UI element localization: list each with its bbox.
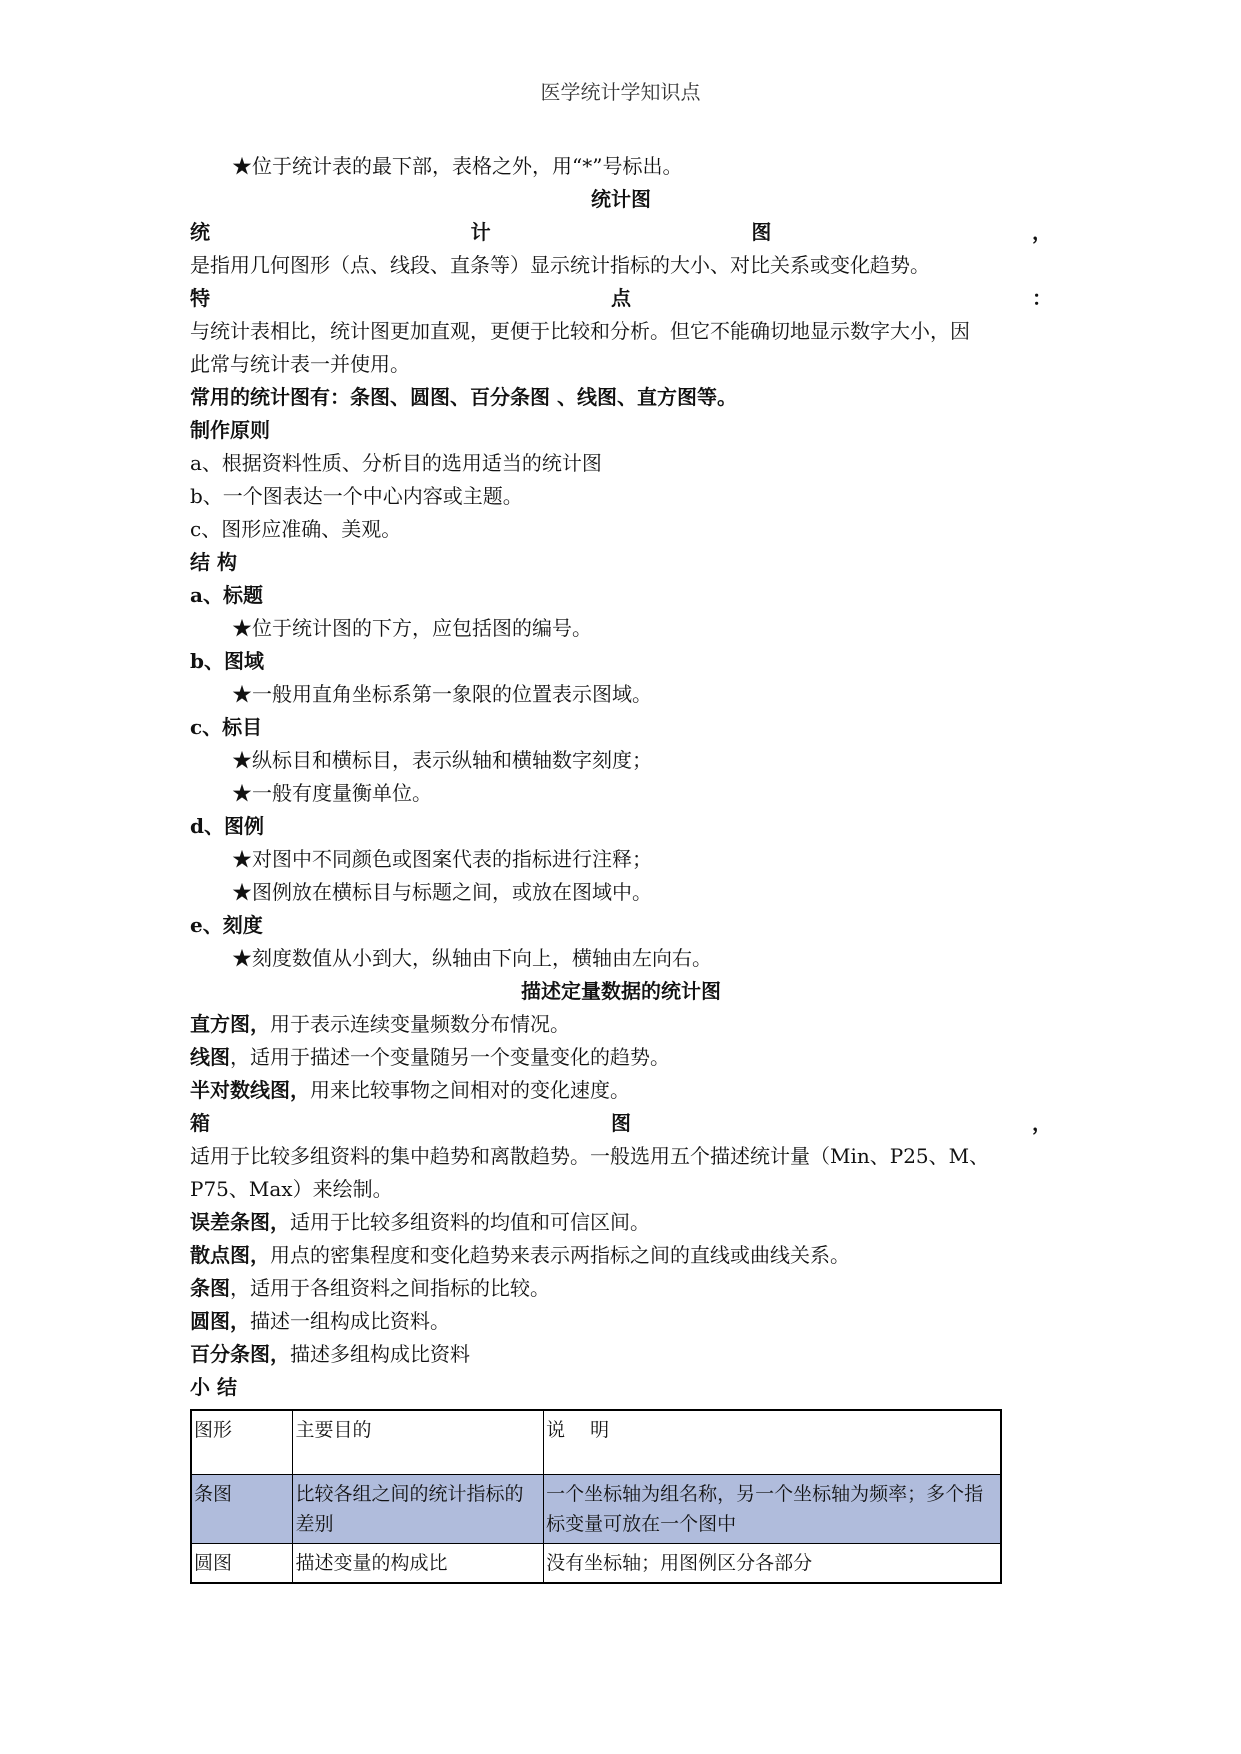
chart-type-desc: 用于表示连续变量频数分布情况。 (270, 1012, 570, 1036)
term-char: 图 (611, 1111, 631, 1135)
chart-type-desc: 用来比较事物之间相对的变化速度。 (310, 1078, 630, 1102)
note-line: ★位于统计表的最下部，表格之外，用“*”号标出。 (232, 154, 683, 178)
term-char: ， (1032, 1111, 1052, 1135)
structure-note: ★纵标目和横标目，表示纵轴和横轴数字刻度； (232, 748, 652, 772)
structure-title: 结 构 (190, 550, 237, 574)
term-char: 图 (751, 220, 772, 244)
structure-note: ★对图中不同颜色或图案代表的指标进行注释； (232, 847, 652, 871)
structure-note: ★一般用直角坐标系第一象限的位置表示图域。 (232, 682, 652, 706)
table-header-row (191, 1410, 1001, 1474)
chart-type-name: 散点图， (190, 1243, 270, 1267)
principle-item: b、一个图表达一个中心内容或主题。 (190, 484, 523, 508)
box-plot-term (190, 1107, 1052, 1140)
chart-type-desc: 描述一组构成比资料。 (250, 1309, 450, 1333)
chart-type-desc: ，适用于各组资料之间指标的比较。 (230, 1276, 550, 1300)
feature-text: 此常与统计表一并使用。 (190, 352, 410, 376)
chart-type-name: 误差条图， (190, 1210, 290, 1234)
structure-item: a、标题 (190, 583, 263, 607)
chart-type-name: 直方图， (190, 1012, 270, 1036)
chart-type-name: 百分条图， (190, 1342, 290, 1366)
table-cell: 一个坐标轴为组名称，另一个坐标轴为频率；多个指标变量可放在一个图中 (544, 1474, 1001, 1543)
box-plot-text: 适用于比较多组资料的集中趋势和离散趋势。一般选用五个描述统计量（Min、P25、M、 (190, 1144, 990, 1168)
feature-term (190, 282, 1052, 315)
table-row (191, 1543, 1001, 1583)
feature-text: 与统计表相比，统计图更加直观，更便于比较和分析。但它不能确切地显示数字大小，因 (190, 319, 970, 343)
structure-item: e、刻度 (190, 913, 263, 937)
table-cell: 没有坐标轴；用图例区分各部分 (544, 1543, 1001, 1583)
principle-item: c、图形应准确、美观。 (190, 517, 402, 541)
definition-term (190, 216, 1052, 249)
chart-type-desc: ，适用于描述一个变量随另一个变量变化的趋势。 (230, 1045, 670, 1069)
term-char: 统 (190, 220, 210, 244)
content (190, 150, 1052, 1584)
chart-type-name: 圆图， (190, 1309, 250, 1333)
structure-note: ★图例放在横标目与标题之间，或放在图域中。 (232, 880, 652, 904)
section-heading-quantitative: 描述定量数据的统计图 (521, 979, 721, 1003)
structure-note: ★位于统计图的下方，应包括图的编号。 (232, 616, 592, 640)
page-header: 医学统计学知识点 (540, 80, 701, 104)
structure-note: ★一般有度量衡单位。 (232, 781, 432, 805)
term-char: ， (1031, 220, 1052, 244)
table-header-cell: 主要目的 (293, 1410, 544, 1474)
table-cell: 比较各组之间的统计指标的差别 (293, 1474, 544, 1543)
table-header-cell: 图形 (191, 1410, 293, 1474)
common-charts: 常用的统计图有：条图、圆图、百分条图 、线图、直方图等。 (190, 385, 737, 409)
chart-type-error-bar (190, 1206, 1052, 1239)
principles-title: 制作原则 (190, 418, 270, 442)
term-char: 点 (611, 286, 631, 310)
structure-item: d、图例 (190, 814, 264, 838)
chart-type-name: 线图 (190, 1045, 230, 1069)
chart-type-pie (190, 1305, 1052, 1338)
chart-type-percent-bar (190, 1338, 1052, 1371)
structure-item: c、标目 (190, 715, 263, 739)
table-cell: 圆图 (191, 1543, 293, 1583)
summary-table (190, 1409, 1002, 1584)
table-cell: 条图 (191, 1474, 293, 1543)
table-row (191, 1474, 1001, 1543)
table-header-cell: 说 明 (544, 1410, 1001, 1474)
structure-item: b、图域 (190, 649, 264, 673)
principle-item: a、根据资料性质、分析目的选用适当的统计图 (190, 451, 602, 475)
chart-type-name: 条图 (190, 1276, 230, 1300)
term-char: ： (1032, 286, 1052, 310)
section-heading-stat-chart: 统计图 (591, 187, 651, 211)
chart-type-histogram (190, 1008, 1052, 1041)
chart-type-desc: 适用于比较多组资料的均值和可信区间。 (290, 1210, 650, 1234)
term-char: 特 (190, 286, 210, 310)
definition-text: 是指用几何图形（点、线段、直条等）显示统计指标的大小、对比关系或变化趋势。 (190, 253, 930, 277)
term-char: 箱 (190, 1111, 210, 1135)
chart-type-line (190, 1041, 1052, 1074)
chart-type-semilog (190, 1074, 1052, 1107)
chart-type-desc: 描述多组构成比资料 (290, 1342, 470, 1366)
box-plot-text: P75、Max）来绘制。 (190, 1177, 393, 1201)
chart-type-name: 半对数线图， (190, 1078, 310, 1102)
chart-type-desc: 用点的密集程度和变化趋势来表示两指标之间的直线或曲线关系。 (270, 1243, 850, 1267)
table-cell: 描述变量的构成比 (293, 1543, 544, 1583)
chart-type-scatter (190, 1239, 1052, 1272)
term-char: 计 (470, 220, 491, 244)
summary-title: 小 结 (190, 1375, 237, 1399)
structure-note: ★刻度数值从小到大，纵轴由下向上，横轴由左向右。 (232, 946, 712, 970)
chart-type-bar (190, 1272, 1052, 1305)
